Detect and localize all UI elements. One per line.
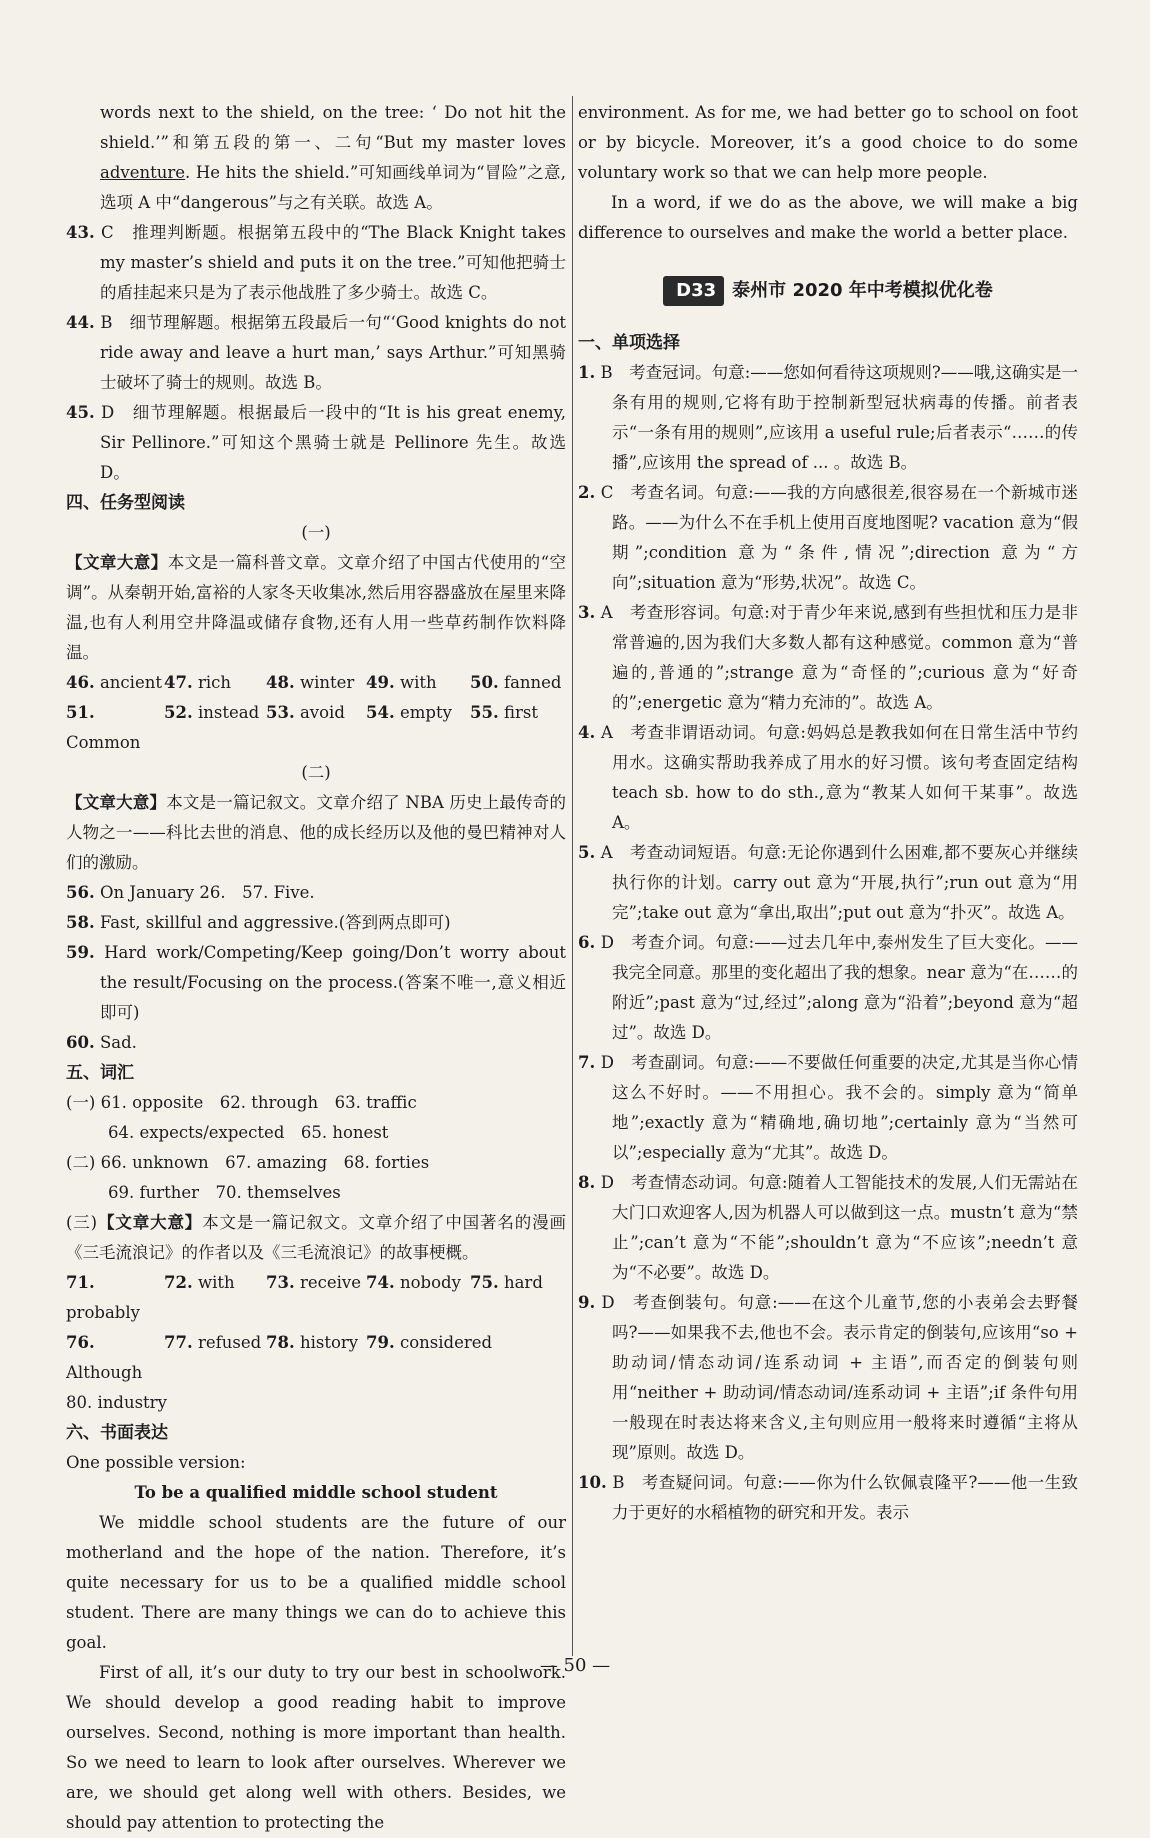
answer-56-57: 56. On January 26. 57. Five.	[66, 883, 315, 902]
answer-cell: 78. history	[266, 1333, 359, 1352]
answer-cell: 53. avoid	[266, 703, 345, 722]
essay-conclusion: In a word, if we do as the above, we will make a big difference to ourselves and make the world a better place.	[578, 193, 1078, 242]
vocab-2-line1: (二) 66. unknown 67. amazing 68. forties	[66, 1153, 430, 1172]
summary-text: 本文是一篇记叙文。文章介绍了 NBA 历史上最传奇的人物之一——科比去世的消息、他的成长经历以及他的曼巴精神对人们的激励。	[66, 793, 567, 872]
answer-43	[66, 218, 566, 308]
answers-46-50	[66, 668, 566, 698]
answer-59: 59. Hard work/Competing/Keep going/Don’t worry about the result/Focusing on the process.(答案不唯一,意义相近即可)	[66, 943, 566, 1022]
answer-cell: 46. ancient	[66, 673, 162, 692]
exam-badge: D33	[663, 276, 724, 306]
answers-51-55	[66, 698, 566, 758]
answer-item-7: 7. D 考查副词。句意:——不要做任何重要的决定,尤其是当你心情这么不好时。——不用担心。我不会的。simply 意为“简单地”;exactly 意为“精确地,确切地”;certainly 意为“当然可以”;especially 意为“尤其”。故选 D。	[578, 1053, 1078, 1162]
column-divider	[572, 96, 573, 1656]
summary-2	[66, 788, 566, 878]
version-label: One possible version:	[66, 1453, 246, 1472]
answer-item-9: 9. D 考查倒装句。句意:——在这个儿童节,您的小表弟会去野餐吗?——如果我不去,他也不会。表示肯定的倒装句,应该用“so + 助动词/情态动词/连系动词 + 主语”,而否定的倒装句则用“neither + 助动词/情态动词/连系动词 + 主语”;if 条件句用一般现在时表达将来含义,主句则应用一般将来时遵循“主将从现”原则。故选 D。	[578, 1293, 1078, 1462]
vocab-1-line1: (一) 61. opposite 62. through 63. traffic	[66, 1093, 417, 1112]
answer-cell: 49. with	[366, 673, 437, 692]
vocab-3-summary: (三)【文章大意】本文是一篇记叙文。文章介绍了中国著名的漫画《三毛流浪记》的作者以及《三毛流浪记》的故事梗概。	[66, 1213, 567, 1262]
item-text: B 细节理解题。根据第五段最后一句“‘Good knights do not ride away and leave a hurt man,’ says Arthur.”可知黑骑士破坏了骑士的规则。故选 B。	[100, 313, 567, 392]
answer-item-3: 3. A 考查形容词。句意:对于青少年来说,感到有些担忧和压力是非常普遍的,因为我们大多数人都有这种感觉。common 意为“普遍的,普通的”;strange 意为“奇怪的”;curious 意为“好奇的”;energetic 意为“精力充沛的”。故选 A。	[578, 603, 1078, 712]
essay-continuation: environment. As for me, we had better go to school on foot or by bicycle. Moreover, it’s a good choice to do some voluntary work so that we can help more people.	[578, 103, 1078, 182]
answer-cell: 54. empty	[366, 703, 452, 722]
item-text: C 推理判断题。根据第五段中的“The Black Knight takes my master’s shield and puts it on the tree.”可知他把骑士的盾挂起来只是为了表示他战胜了多少骑士。故选 C。	[100, 223, 566, 302]
section-heading-5: 五、词汇	[66, 1063, 134, 1083]
item-number: 45.	[66, 403, 95, 422]
underlined-word: adventure	[100, 163, 186, 182]
answer-item-5: 5. A 考查动词短语。句意:无论你遇到什么困难,都不要灰心并继续执行你的计划。carry out 意为“开展,执行”;run out 意为“用完”;take out 意为“拿出,取出”;put out 意为“扑灭”。故选 A。	[578, 843, 1078, 922]
item-number: 43.	[66, 223, 95, 242]
summary-1	[66, 548, 566, 668]
answer-45	[66, 398, 566, 488]
answer-cell: 77. refused	[164, 1333, 262, 1352]
answer-42-continuation	[66, 98, 566, 218]
answer-cell: 75. hard	[470, 1273, 543, 1292]
right-column	[578, 98, 1078, 1528]
answer-cell: 72. with	[164, 1273, 235, 1292]
answer-cell: 48. winter	[266, 673, 355, 692]
section-heading-1: 一、单项选择	[578, 333, 680, 353]
answers-71-75	[66, 1268, 566, 1328]
intro-text-1: words next to the shield, on the tree: ‘ Do not hit the shield.’”和第五段的第一、二句“But my master loves	[100, 103, 566, 152]
summary-text: 本文是一篇科普文章。文章介绍了中国古代使用的“空调”。从秦朝开始,富裕的人家冬天收集冰,然后用容器盛放在屋里来降温,也有人利用空井降温或储存食物,还有人用一些草药制作饮料降温。	[66, 553, 566, 662]
answer-58: 58. Fast, skillful and aggressive.(答到两点即可)	[66, 913, 451, 932]
answer-cell: 76. Although	[66, 1333, 143, 1382]
page-number: — 50 —	[539, 1655, 611, 1676]
answer-80: 80. industry	[66, 1393, 167, 1412]
summary-tag: 【文章大意】	[66, 553, 168, 572]
answer-item-4: 4. A 考查非谓语动词。句意:妈妈总是教我如何在日常生活中节约用水。这确实帮助我养成了用水的好习惯。该句考查固定结构 teach sb. how to do sth.,意为“教某人如何干某事”。故选 A。	[578, 723, 1078, 832]
section-heading-4: 四、任务型阅读	[66, 493, 185, 513]
answer-60: 60. Sad.	[66, 1033, 137, 1052]
vocab-2-line2: 69. further 70. themselves	[108, 1183, 341, 1202]
essay-paragraph-2: First of all, it’s our duty to try our best in schoolwork. We should develop a good reading habit to improve ourselves. Second, nothing is more important than health. So we need to learn to look after ourselves. Wherever we are, we should get along well with others. Besides, we should pay attention to protecting the	[66, 1663, 566, 1832]
left-column	[66, 98, 566, 1838]
answer-cell: 50. fanned	[470, 673, 562, 692]
answer-44	[66, 308, 566, 398]
answer-item-6: 6. D 考查介词。句意:——过去几年中,泰州发生了巨大变化。——我完全同意。那里的变化超出了我的想象。near 意为“在……的附近”;past 意为“过,经过”;along 意为“沿着”;beyond 意为“超过”。故选 D。	[578, 933, 1078, 1042]
exam-title: 泰州市 2020 年中考模拟优化卷	[732, 280, 993, 301]
answer-item-2: 2. C 考查名词。句意:——我的方向感很差,很容易在一个新城市迷路。——为什么不在手机上使用百度地图呢? vacation 意为“假期”;condition 意为“条件,情况”;direction 意为“方向”;situation 意为“形势,状况”。故选 C。	[578, 483, 1078, 592]
summary-tag: 【文章大意】	[66, 793, 167, 812]
vocab-1-line2: 64. expects/expected 65. honest	[108, 1123, 389, 1142]
answer-item-10: 10. B 考查疑问词。句意:——你为什么钦佩袁隆平?——他一生致力于更好的水稻植物的研究和开发。表示	[578, 1473, 1079, 1522]
item-text: D 细节理解题。根据最后一段中的“It is his great enemy, Sir Pellinore.”可知这个黑骑士就是 Pellinore 先生。故选 D。	[100, 403, 566, 482]
answer-item-8: 8. D 考查情态动词。句意:随着人工智能技术的发展,人们无需站在大门口欢迎客人,因为机器人可以做到这一点。mustn’t 意为“禁止”;can’t 意为“不能”;shouldn’t 意为“不应该”;needn’t 意为“不必要”。故选 D。	[578, 1173, 1078, 1282]
essay-title: To be a qualified middle school student	[134, 1483, 498, 1502]
intro-text-2: . He hits the shield.”可知画线单词为“冒险”之意,选项 A 中“dangerous”与之有关联。故选 A。	[100, 163, 566, 212]
answer-cell: 79. considered	[366, 1333, 493, 1352]
answer-cell: 73. receive	[266, 1273, 361, 1292]
part-label-2: (二)	[301, 763, 331, 782]
answer-cell: 71. probably	[66, 1273, 140, 1322]
answer-cell: 74. nobody	[366, 1273, 461, 1292]
answer-item-1: 1. B 考查冠词。句意:——您如何看待这项规则?——哦,这确实是一条有用的规则,它将有助于控制新型冠状病毒的传播。前者表示“一条有用的规则”,应该用 a useful rule;后者表示“……的传播”,应该用 the spread of ... 。故选 B。	[578, 363, 1079, 472]
answer-cell: 52. instead	[164, 703, 260, 722]
essay-paragraph-1: We middle school students are the future of our motherland and the hope of the nation. Therefore, it’s quite necessary for us to be a qualified middle school student. There are many things we can do to achieve this goal.	[66, 1513, 566, 1652]
part-label-1: (一)	[301, 523, 331, 542]
answers-76-79	[66, 1328, 566, 1388]
exam-section-header	[578, 276, 1078, 306]
answer-cell: 55. first	[470, 703, 538, 722]
item-number: 44.	[66, 313, 95, 332]
answer-cell: 51. Common	[66, 703, 141, 752]
section-heading-6: 六、书面表达	[66, 1423, 168, 1443]
answer-cell: 47. rich	[164, 673, 232, 692]
